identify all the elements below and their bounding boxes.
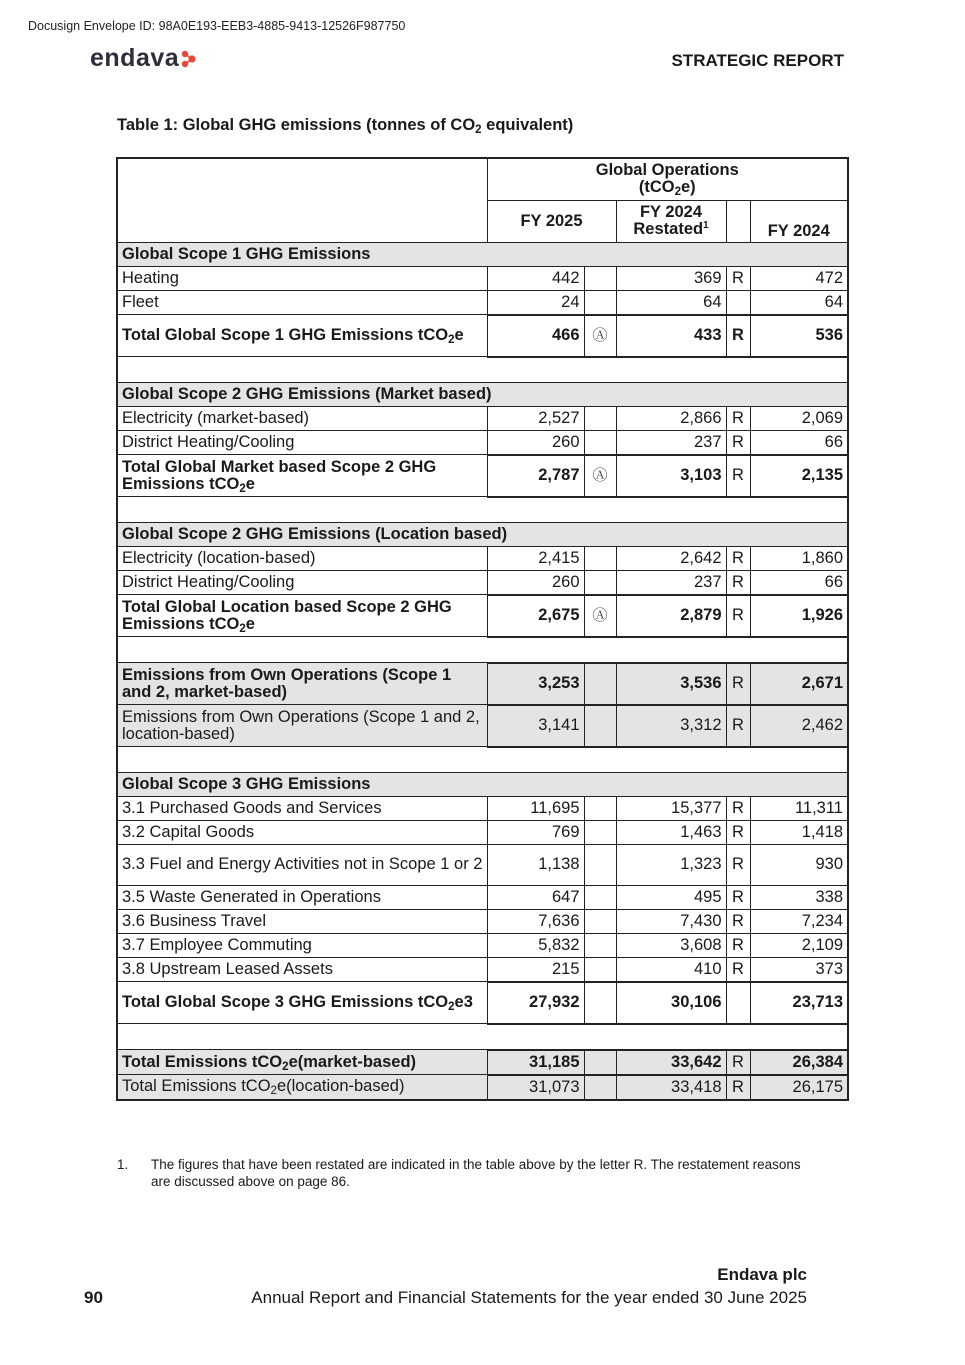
- fy2024-value: 1,860: [750, 546, 848, 570]
- assured-marker: [584, 933, 616, 957]
- fy2025-value: 2,675: [487, 595, 584, 637]
- spacer-cell: [117, 357, 848, 383]
- fy2025-value: 260: [487, 570, 584, 595]
- restated-flag: [726, 982, 750, 1024]
- fy2024-restated-value: 2,879: [616, 595, 726, 637]
- row-label: 3.2 Capital Goods: [117, 820, 487, 844]
- assured-marker: Ⓐ: [584, 455, 616, 497]
- restated-flag: R: [726, 546, 750, 570]
- footnote: 1. The figures that have been restated are indicated in the table above by the letter R. The restatement reasons are discussed above on page 86.: [117, 1157, 801, 1189]
- row-label: Emissions from Own Operations (Scope 1 and 2, market-based): [117, 663, 487, 705]
- fy2025-value: 442: [487, 266, 584, 290]
- fy2024-value: 2,671: [750, 663, 848, 705]
- row-label: 3.1 Purchased Goods and Services: [117, 796, 487, 820]
- row-label: 3.5 Waste Generated in Operations: [117, 885, 487, 909]
- section-label: Global Scope 2 GHG Emissions (Location based): [117, 522, 848, 546]
- row-label: Electricity (market-based): [117, 406, 487, 430]
- section-header-row: [117, 382, 848, 406]
- section-label: Global Scope 3 GHG Emissions: [117, 772, 848, 796]
- total-row: [117, 1050, 848, 1075]
- fy2024-value: 66: [750, 430, 848, 455]
- row-label: Total Emissions tCO$_2$e(market-based): [117, 1050, 487, 1075]
- header-blank: [117, 158, 487, 242]
- fy2024-restated-value: 64: [616, 290, 726, 315]
- assured-marker: [584, 705, 616, 747]
- endava-logo: [90, 44, 197, 73]
- restated-flag: R: [726, 1075, 750, 1100]
- total-row: [117, 1075, 848, 1100]
- fy2025-value: 2,787: [487, 455, 584, 497]
- assured-marker: [584, 982, 616, 1024]
- table-row: [117, 430, 848, 455]
- fy2024-restated-value: 1,323: [616, 844, 726, 885]
- fy2025-value: 2,415: [487, 546, 584, 570]
- header-fy2024-restated: FY 2024 Restated$^1$: [616, 200, 726, 242]
- fy2024-restated-value: 495: [616, 885, 726, 909]
- restated-flag: R: [726, 957, 750, 982]
- row-label: Fleet: [117, 290, 487, 315]
- page-number: 90: [84, 1288, 103, 1307]
- restated-flag: R: [726, 595, 750, 637]
- fy2024-value: 7,234: [750, 909, 848, 933]
- fy2025-value: 31,185: [487, 1050, 584, 1075]
- row-label: Total Global Market based Scope 2 GHG Emissions tCO$_2$e: [117, 455, 487, 497]
- spacer-row: [117, 747, 848, 773]
- row-label: Electricity (location-based): [117, 546, 487, 570]
- fy2024-value: 11,311: [750, 796, 848, 820]
- fy2024-value: 472: [750, 266, 848, 290]
- fy2024-value: 23,713: [750, 982, 848, 1024]
- spacer-cell: [117, 1024, 848, 1050]
- assured-marker: [584, 546, 616, 570]
- restated-flag: R: [726, 909, 750, 933]
- fy2024-value: 26,175: [750, 1075, 848, 1100]
- fy2024-value: 66: [750, 570, 848, 595]
- row-label: District Heating/Cooling: [117, 430, 487, 455]
- fy2025-value: 260: [487, 430, 584, 455]
- fy2025-value: 5,832: [487, 933, 584, 957]
- fy2025-value: 466: [487, 315, 584, 357]
- spacer-row: [117, 1024, 848, 1050]
- row-label: Total Global Scope 1 GHG Emissions tCO$_2$e: [117, 315, 487, 357]
- fy2024-restated-value: 33,418: [616, 1075, 726, 1100]
- fy2024-value: 2,109: [750, 933, 848, 957]
- fy2024-restated-value: 433: [616, 315, 726, 357]
- footer-report-title: Annual Report and Financial Statements for the year ended 30 June 2025: [251, 1288, 807, 1307]
- logo-text: endava: [90, 44, 180, 72]
- restated-flag: R: [726, 705, 750, 747]
- assured-marker: [584, 430, 616, 455]
- fy2025-value: 647: [487, 885, 584, 909]
- fy2024-value: 2,135: [750, 455, 848, 497]
- restated-flag: R: [726, 266, 750, 290]
- table-row: [117, 933, 848, 957]
- restated-flag: [726, 290, 750, 315]
- fy2024-value: 536: [750, 315, 848, 357]
- table-row: [117, 820, 848, 844]
- assured-marker: [584, 957, 616, 982]
- restated-flag: R: [726, 1050, 750, 1075]
- table-row: [117, 885, 848, 909]
- fy2024-value: 1,926: [750, 595, 848, 637]
- total-row: [117, 663, 848, 705]
- section-header-row: [117, 242, 848, 266]
- section-header-row: [117, 772, 848, 796]
- total-row: [117, 455, 848, 497]
- header-fy2025: FY 2025: [487, 200, 616, 242]
- section-label: Global Scope 2 GHG Emissions (Market based): [117, 382, 848, 406]
- table-row: [117, 796, 848, 820]
- assured-marker: [584, 796, 616, 820]
- assured-marker: [584, 406, 616, 430]
- fy2024-restated-value: 3,608: [616, 933, 726, 957]
- fy2024-restated-value: 3,536: [616, 663, 726, 705]
- fy2024-value: 338: [750, 885, 848, 909]
- row-label: 3.7 Employee Commuting: [117, 933, 487, 957]
- restated-flag: R: [726, 315, 750, 357]
- restated-flag: R: [726, 933, 750, 957]
- spacer-cell: [117, 497, 848, 523]
- header-r-col: [726, 200, 750, 242]
- fy2025-value: 3,141: [487, 705, 584, 747]
- row-label: Emissions from Own Operations (Scope 1 and 2, location-based): [117, 705, 487, 747]
- section-title: STRATEGIC REPORT: [671, 51, 844, 70]
- restated-flag: R: [726, 570, 750, 595]
- fy2024-restated-value: 30,106: [616, 982, 726, 1024]
- assured-marker: Ⓐ: [584, 315, 616, 357]
- row-label: 3.3 Fuel and Energy Activities not in Scope 1 or 2: [117, 844, 487, 885]
- fy2024-value: 26,384: [750, 1050, 848, 1075]
- fy2024-restated-value: 15,377: [616, 796, 726, 820]
- fy2025-value: 2,527: [487, 406, 584, 430]
- table-caption: Table 1: Global GHG emissions (tonnes of $CO_2$ equivalent): [117, 116, 574, 136]
- total-row: [117, 705, 848, 747]
- restated-flag: R: [726, 844, 750, 885]
- fy2024-restated-value: 33,642: [616, 1050, 726, 1075]
- table-row: [117, 546, 848, 570]
- assured-marker: [584, 909, 616, 933]
- fy2024-restated-value: 2,642: [616, 546, 726, 570]
- assured-marker: Ⓐ: [584, 595, 616, 637]
- fy2025-value: 1,138: [487, 844, 584, 885]
- fy2025-value: 769: [487, 820, 584, 844]
- header-fy2024: FY 2024: [750, 200, 848, 242]
- row-label: Heating: [117, 266, 487, 290]
- fy2025-value: 24: [487, 290, 584, 315]
- restated-flag: R: [726, 455, 750, 497]
- table-row: [117, 844, 848, 885]
- assured-marker: [584, 663, 616, 705]
- restated-flag: R: [726, 406, 750, 430]
- fy2024-value: 64: [750, 290, 848, 315]
- footer-company: Endava plc: [717, 1265, 807, 1284]
- fy2025-value: 11,695: [487, 796, 584, 820]
- table-row: [117, 290, 848, 315]
- row-label: Total Emissions tCO$_2$e(location-based): [117, 1075, 487, 1100]
- spacer-cell: [117, 747, 848, 773]
- assured-marker: [584, 1050, 616, 1075]
- fy2024-restated-value: 369: [616, 266, 726, 290]
- assured-marker: [584, 885, 616, 909]
- fy2024-restated-value: 410: [616, 957, 726, 982]
- spacer-cell: [117, 637, 848, 663]
- table-row: [117, 406, 848, 430]
- total-row: [117, 595, 848, 637]
- row-label: Total Global Scope 3 GHG Emissions tCO$_2$e3: [117, 982, 487, 1024]
- table-row: [117, 957, 848, 982]
- fy2024-value: 373: [750, 957, 848, 982]
- fy2025-value: 215: [487, 957, 584, 982]
- spacer-row: [117, 497, 848, 523]
- fy2025-value: 3,253: [487, 663, 584, 705]
- logo-mark-icon: [181, 50, 197, 68]
- fy2024-value: 930: [750, 844, 848, 885]
- fy2024-restated-value: 7,430: [616, 909, 726, 933]
- restated-flag: R: [726, 663, 750, 705]
- restated-flag: R: [726, 820, 750, 844]
- section-label: Global Scope 1 GHG Emissions: [117, 242, 848, 266]
- table-row: [117, 266, 848, 290]
- assured-marker: [584, 1075, 616, 1100]
- restated-flag: R: [726, 885, 750, 909]
- row-label: District Heating/Cooling: [117, 570, 487, 595]
- spacer-row: [117, 637, 848, 663]
- fy2024-restated-value: 1,463: [616, 820, 726, 844]
- header-global-operations: Global Operations (tCO$_2$e): [487, 158, 848, 200]
- table-row: [117, 909, 848, 933]
- fy2025-value: 31,073: [487, 1075, 584, 1100]
- assured-marker: [584, 844, 616, 885]
- fy2024-restated-value: 2,866: [616, 406, 726, 430]
- fy2024-value: 1,418: [750, 820, 848, 844]
- row-label: 3.8 Upstream Leased Assets: [117, 957, 487, 982]
- assured-marker: [584, 570, 616, 595]
- assured-marker: [584, 266, 616, 290]
- row-label: 3.6 Business Travel: [117, 909, 487, 933]
- total-row: [117, 315, 848, 357]
- fy2024-restated-value: 3,103: [616, 455, 726, 497]
- fy2024-value: 2,069: [750, 406, 848, 430]
- assured-marker: [584, 820, 616, 844]
- assured-marker: [584, 290, 616, 315]
- fy2024-value: 2,462: [750, 705, 848, 747]
- fy2025-value: 27,932: [487, 982, 584, 1024]
- row-label: Total Global Location based Scope 2 GHG Emissions tCO$_2$e: [117, 595, 487, 637]
- table-row: [117, 570, 848, 595]
- restated-flag: R: [726, 430, 750, 455]
- restated-flag: R: [726, 796, 750, 820]
- fy2025-value: 7,636: [487, 909, 584, 933]
- fy2024-restated-value: 237: [616, 570, 726, 595]
- fy2024-restated-value: 237: [616, 430, 726, 455]
- spacer-row: [117, 357, 848, 383]
- ghg-emissions-table: [116, 157, 849, 1101]
- envelope-id: Docusign Envelope ID: 98A0E193-EEB3-4885-9413-12526F987750: [28, 19, 406, 33]
- total-row: [117, 982, 848, 1024]
- section-header-row: [117, 522, 848, 546]
- fy2024-restated-value: 3,312: [616, 705, 726, 747]
